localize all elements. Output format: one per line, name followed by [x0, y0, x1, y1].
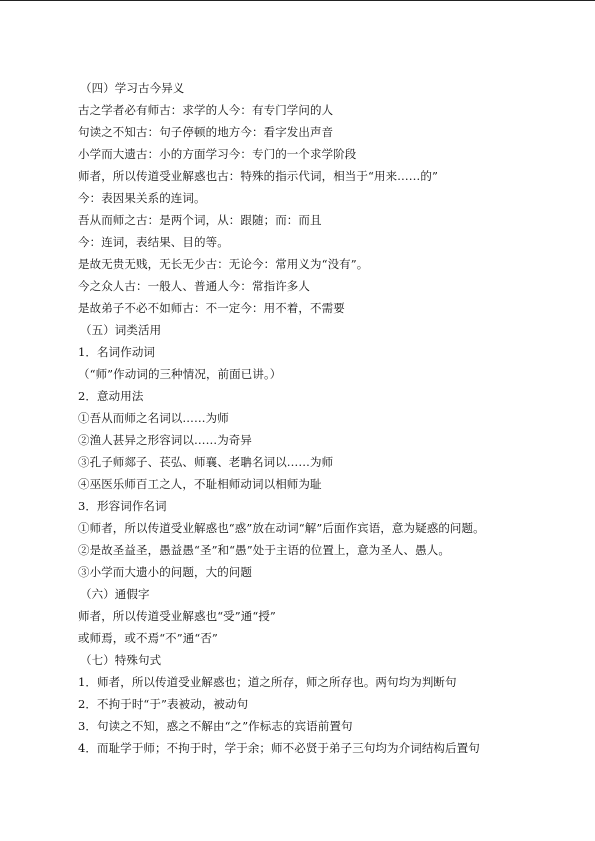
document-body: [78, 77, 583, 759]
text-line: 3．句读之不知，惑之不解由“之”作标志的宾语前置句: [78, 719, 353, 733]
text-line: 吾从而师之古：是两个词，从：跟随；而：而且: [78, 213, 322, 227]
text-line: 今：表因果关系的连词。: [78, 191, 206, 205]
text-line: 古之学者必有师古：求学的人今：有专门学问的人: [78, 103, 334, 117]
section-heading: （五）词类活用: [80, 323, 162, 337]
text-line: 1．师者，所以传道受业解惑也；道之所存，师之所存也。两句均为判断句: [78, 675, 457, 689]
text-line: 师者，所以传道受业解惑也“受”通“授”: [78, 609, 276, 623]
text-line: ①吾从而师之名词以……为师: [78, 411, 229, 425]
text-line: 1．名词作动词: [78, 345, 156, 359]
text-line: （“师”作动词的三种情况，前面已讲。）: [78, 367, 282, 381]
text-line: 3．形容词作名词: [78, 499, 167, 513]
page-top-border: [0, 0, 595, 1]
text-line: 或师焉，或不焉“不”通“否”: [78, 631, 218, 645]
text-line: 句读之不知古：句子停顿的地方今：看字发出声音: [78, 125, 334, 139]
text-line: 是故无贵无贱，无长无少古：无论今：常用义为“没有”。: [78, 257, 369, 271]
text-line: 2．不拘于时“于”表被动，被动句: [78, 697, 249, 711]
text-line: 4．而耻学于师；不拘于时，学于余；师不必贤于弟子三句均为介词结构后置句: [78, 741, 480, 755]
text-line: 今之众人古：一般人、普通人今：常指许多人: [78, 279, 310, 293]
text-line: 师者，所以传道受业解惑也古：特殊的指示代词，相当于“用来……的”: [78, 169, 438, 183]
section-heading: （四）学习古今异义: [80, 81, 185, 95]
text-line: 小学而大遗古：小的方面学习今：专门的一个求学阶段: [78, 147, 357, 161]
text-line: 今：连词，表结果、目的等。: [78, 235, 229, 249]
section-heading: （六）通假字: [80, 587, 150, 601]
text-line: ③小学而大遗小的问题，大的问题: [78, 565, 252, 579]
text-line: ④巫医乐师百工之人，不耻相师动词以相师为耻: [78, 477, 322, 491]
text-line: 是故弟子不必不如师古：不一定今：用不着，不需要: [78, 301, 345, 315]
section-heading: （七）特殊句式: [80, 653, 162, 667]
text-line: ②是故圣益圣，愚益愚“圣”和“愚”处于主语的位置上，意为圣人、愚人。: [78, 543, 450, 557]
text-line: ③孔子师郯子、苌弘、师襄、老聃名词以……为师: [78, 455, 334, 469]
text-line: 2．意动用法: [78, 389, 144, 403]
text-line: ②渔人甚异之形容词以……为奇异: [78, 433, 252, 447]
text-line: ①师者，所以传道受业解惑也“惑”放在动词“解”后面作宾语，意为疑惑的问题。: [78, 521, 485, 535]
